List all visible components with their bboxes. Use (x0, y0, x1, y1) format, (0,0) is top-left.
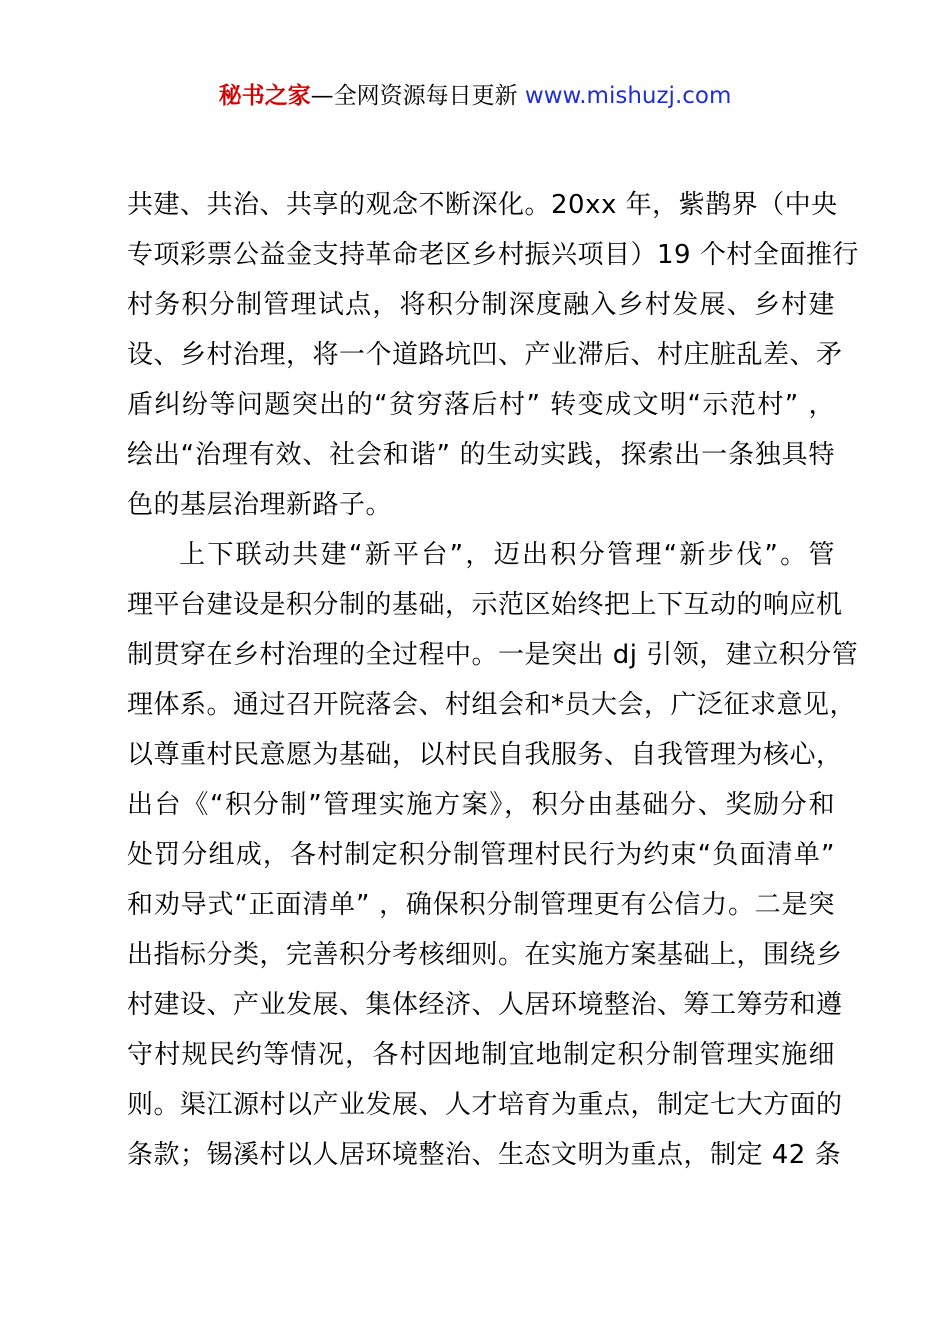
paragraph-2 (127, 530, 859, 1180)
text-line: 色的基层治理新路子。 (127, 490, 393, 520)
text-line: 上下联动共建“新平台”，迈出积分管理“新步伐”。管 (179, 540, 835, 570)
paragraph-1 (127, 180, 859, 530)
text-line: 守村规民约等情况，各村因地制宜地制定积分制管理实施细 (127, 1040, 835, 1070)
text-line: 共建、共治、共享的观念不断深化。20xx 年，紫鹊界（中央 (127, 190, 838, 220)
text-line: 绘出“治理有效、社会和谐” 的生动实践，探索出一条独具特 (127, 440, 835, 470)
text-line: 村务积分制管理试点，将积分制深度融入乡村发展、乡村建 (127, 290, 835, 320)
text-line: 盾纠纷等问题突出的“贫穷落后村” 转变成文明“示范村” ， (127, 390, 835, 420)
page-header (0, 80, 950, 112)
text-line: 以尊重村民意愿为基础，以村民自我服务、自我管理为核心， (127, 740, 843, 770)
brand-name: 秘书之家 (218, 83, 311, 109)
text-line: 理平台建设是积分制的基础，示范区始终把上下互动的响应机 (127, 590, 843, 620)
text-line: 设、乡村治理，将一个道路坑凹、产业滞后、村庄脏乱差、矛 (127, 340, 843, 370)
text-line: 专项彩票公益金支持革命老区乡村振兴项目）19 个村全面推行 (127, 240, 859, 270)
text-line: 条款；锡溪村以人居环境整治、生态文明为重点，制定 42 条 (127, 1140, 842, 1170)
text-line: 出指标分类，完善积分考核细则。在实施方案基础上，围绕乡 (127, 940, 843, 970)
site-url-link[interactable]: www.mishuzj.com (524, 83, 732, 109)
text-line: 制贯穿在乡村治理的全过程中。一是突出 dj 引领，建立积分管 (127, 640, 859, 670)
text-line: 理体系。通过召开院落会、村组会和*员大会，广泛征求意见， (127, 690, 857, 720)
text-line: 则。渠江源村以产业发展、人才培育为重点，制定七大方面的 (127, 1090, 843, 1120)
text-line: 出台《“积分制”管理实施方案》，积分由基础分、奖励分和 (127, 790, 835, 820)
header-tagline: —全网资源每日更新 (310, 83, 518, 109)
document-body (127, 180, 859, 1180)
text-line: 和劝导式“正面清单” ，确保积分制管理更有公信力。二是突 (127, 890, 835, 920)
text-line: 村建设、产业发展、集体经济、人居环境整治、筹工筹劳和遵 (127, 990, 843, 1020)
text-line: 处罚分组成，各村制定积分制管理村民行为约束“负面清单” (127, 840, 835, 870)
